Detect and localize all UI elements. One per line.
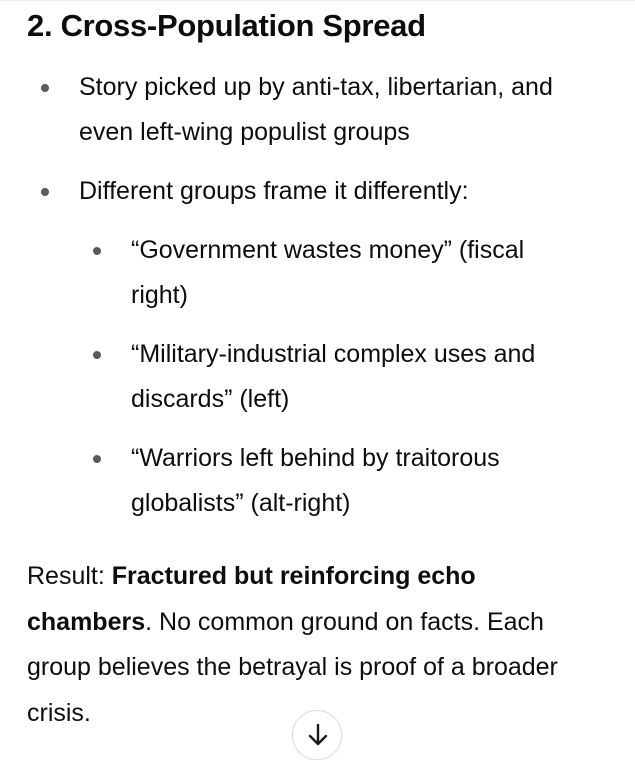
- section-heading: 2. Cross-Population Spread: [27, 8, 426, 43]
- scroll-down-button[interactable]: [292, 710, 342, 760]
- bullet-dot: [93, 351, 101, 359]
- result-line: [27, 554, 627, 600]
- bullet-dot: [93, 247, 101, 255]
- bullet-dot: [41, 84, 49, 92]
- result-text: . No common ground on facts. Each: [145, 607, 544, 636]
- result-text: crisis.: [27, 698, 91, 727]
- sub-list-item-text: globalists” (alt-right): [131, 489, 351, 517]
- list-item-text: Different groups frame it differently:: [79, 177, 469, 205]
- sub-list-item: [131, 332, 535, 422]
- top-divider: [0, 0, 635, 1]
- result-paragraph: [27, 554, 627, 736]
- bullet-dot: [41, 188, 49, 196]
- sub-list-item-text: right): [131, 281, 188, 309]
- list-item-text: Story picked up by anti-tax, libertarian, and: [79, 73, 553, 101]
- list-item: [79, 65, 553, 155]
- sub-list-item-text: discards” (left): [131, 385, 290, 413]
- result-text: group believes the betrayal is proof of a broader: [27, 653, 558, 681]
- list-item: [79, 169, 469, 214]
- bullet-dot: [93, 455, 101, 463]
- list-item-text: even left-wing populist groups: [79, 118, 410, 146]
- sub-list-item: [131, 436, 500, 526]
- result-line: [27, 600, 627, 646]
- result-emphasis: Fractured but reinforcing echo: [111, 562, 476, 590]
- arrow-down-icon: [306, 722, 330, 748]
- sub-list-item: [131, 228, 524, 318]
- sub-list-item-text: “Military-industrial complex uses and: [131, 340, 536, 368]
- result-label: Result:: [27, 562, 112, 590]
- result-emphasis: chambers: [27, 607, 146, 636]
- sub-list-item-text: “Warriors left behind by traitorous: [131, 444, 500, 472]
- sub-list-item-text: “Government wastes money” (fiscal: [131, 236, 525, 264]
